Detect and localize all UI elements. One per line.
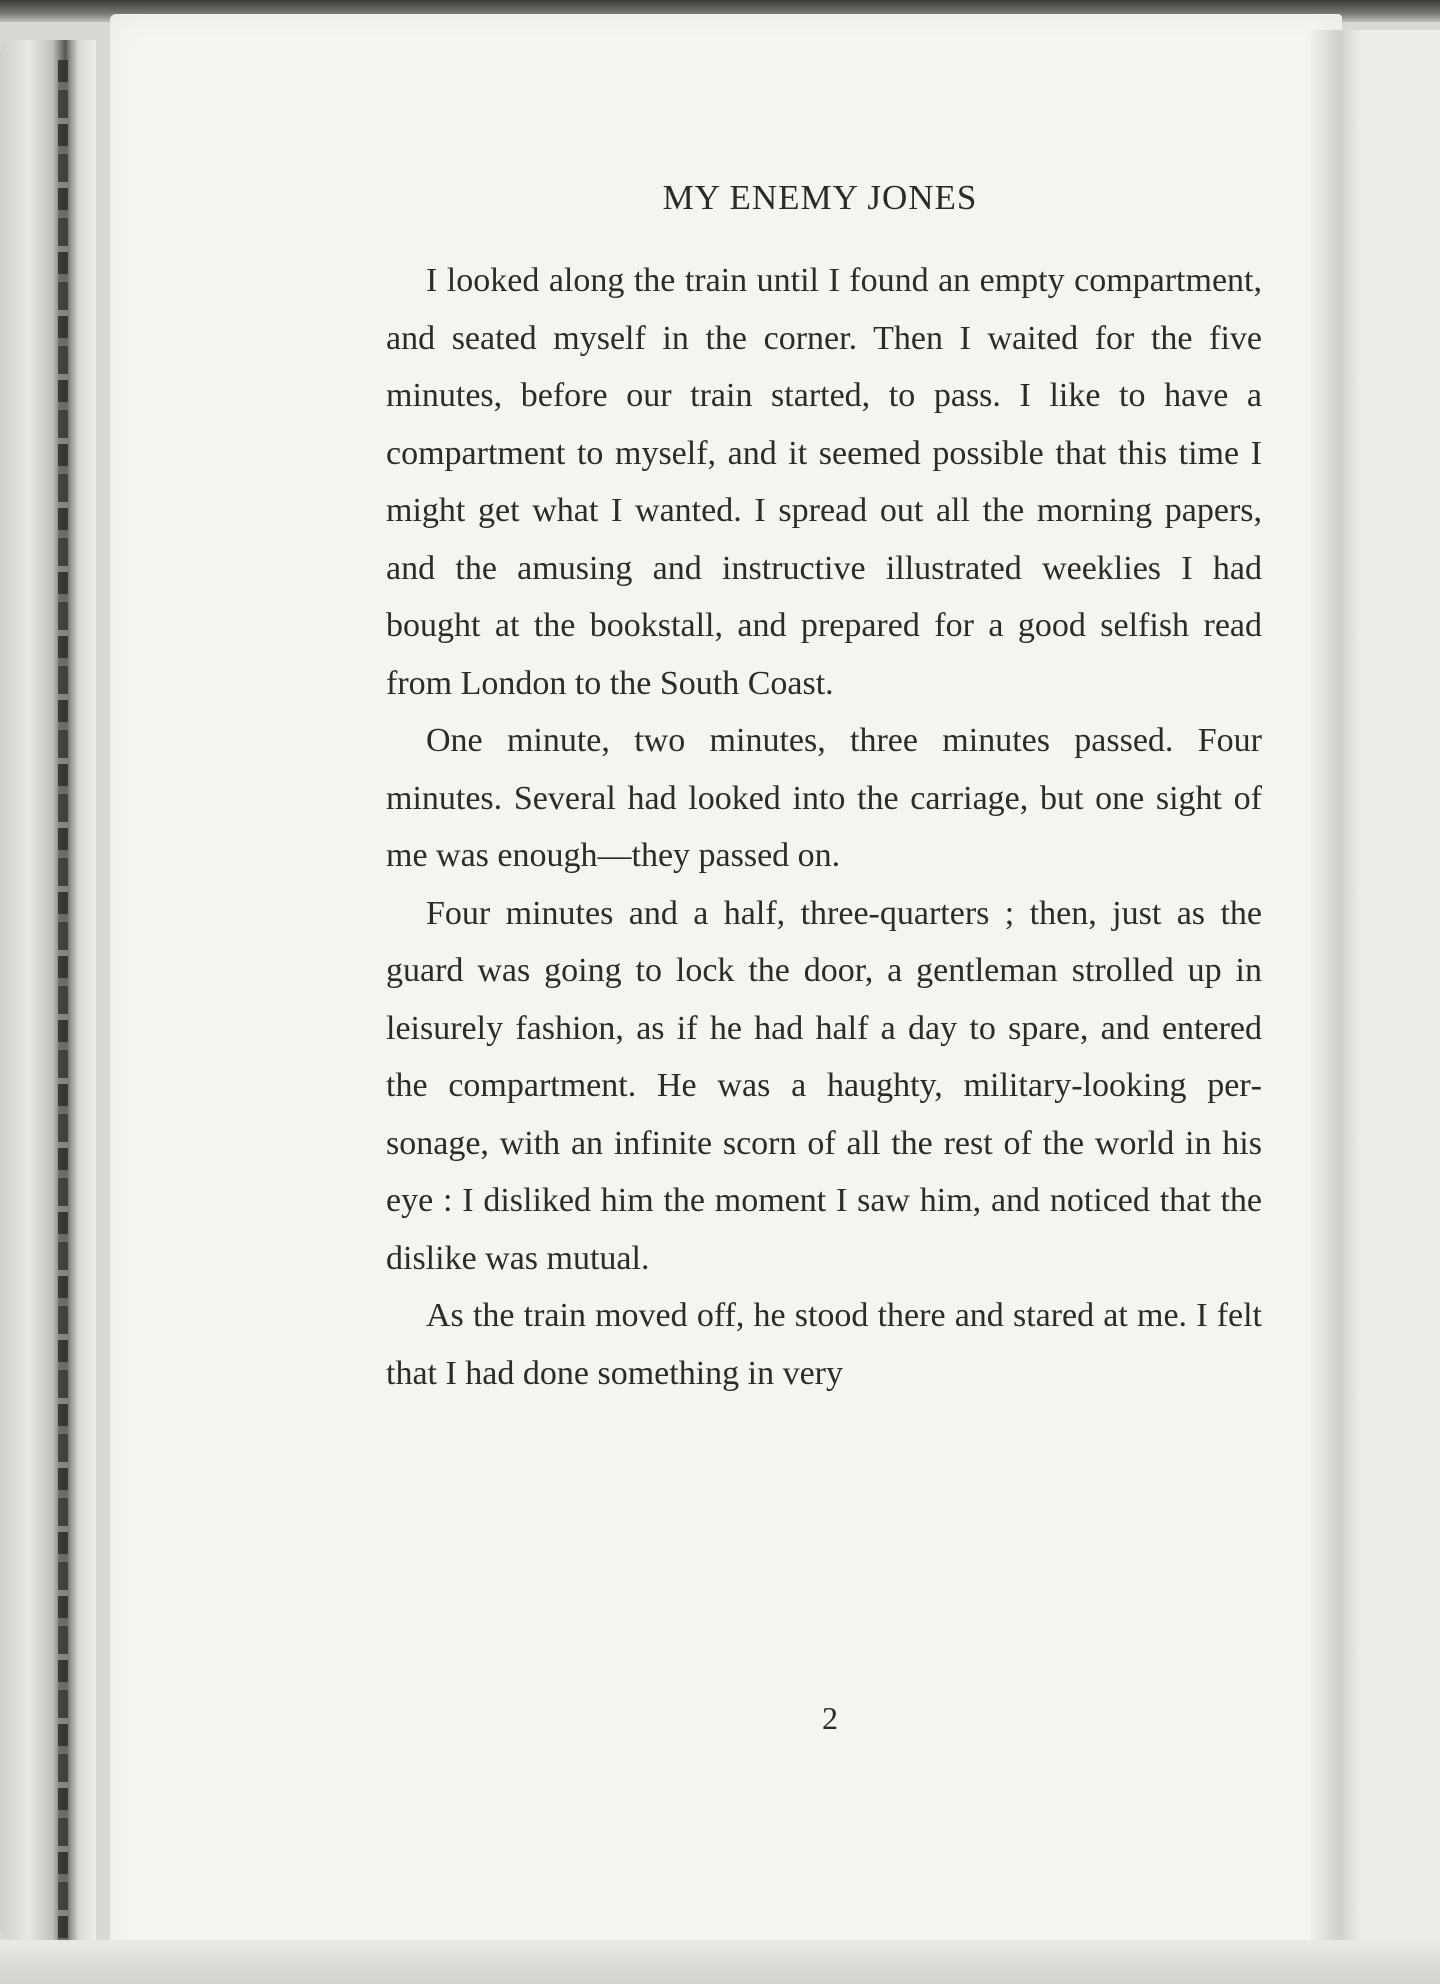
paragraph-2: One minute, two minutes, three minutes passed. Four minutes. Several had looked into the carriage, but one sight of me was enough—they passed on. xyxy=(386,722,1262,874)
page-number: 2 xyxy=(822,1700,838,1736)
right-margin-strip xyxy=(1360,30,1440,1984)
bottom-edge xyxy=(0,1940,1440,1984)
book-cover-edge xyxy=(0,40,96,1940)
running-title: MY ENEMY JONES xyxy=(662,178,978,217)
page-stack-edge xyxy=(58,60,68,1940)
paragraph-4: As the train moved off, he stood there and stared at me. I felt that I had done something in very xyxy=(386,1297,1262,1392)
right-page-gutter xyxy=(1310,30,1360,1960)
page-body xyxy=(386,252,1262,1402)
paragraph-1: I looked along the train until I found an empty compartment, and seated myself in the corner. Then I waited for the five minutes, before our train started, to pass. I like to have a compartment to myself, and it seemed possible that this time I might get what I wanted. I spread out all the morning papers, and the amusing and instructive illustrated weeklies I had bought at the bookstall, and prepared for a good selfish read from London to the South Coast. xyxy=(386,262,1262,702)
paragraph-3: Four minutes and a half, three-quarters ; then, just as the guard was going to lock the door, a gentleman strolled up in leisurely fashion, as if he had half a day to spare, and entered the compartment. He was a haughty, military-looking personage, with an infinite scorn of all the rest of the world in his eye : I disliked him the moment I saw him, and noticed that the dislike was mutual. xyxy=(386,894,1262,1277)
